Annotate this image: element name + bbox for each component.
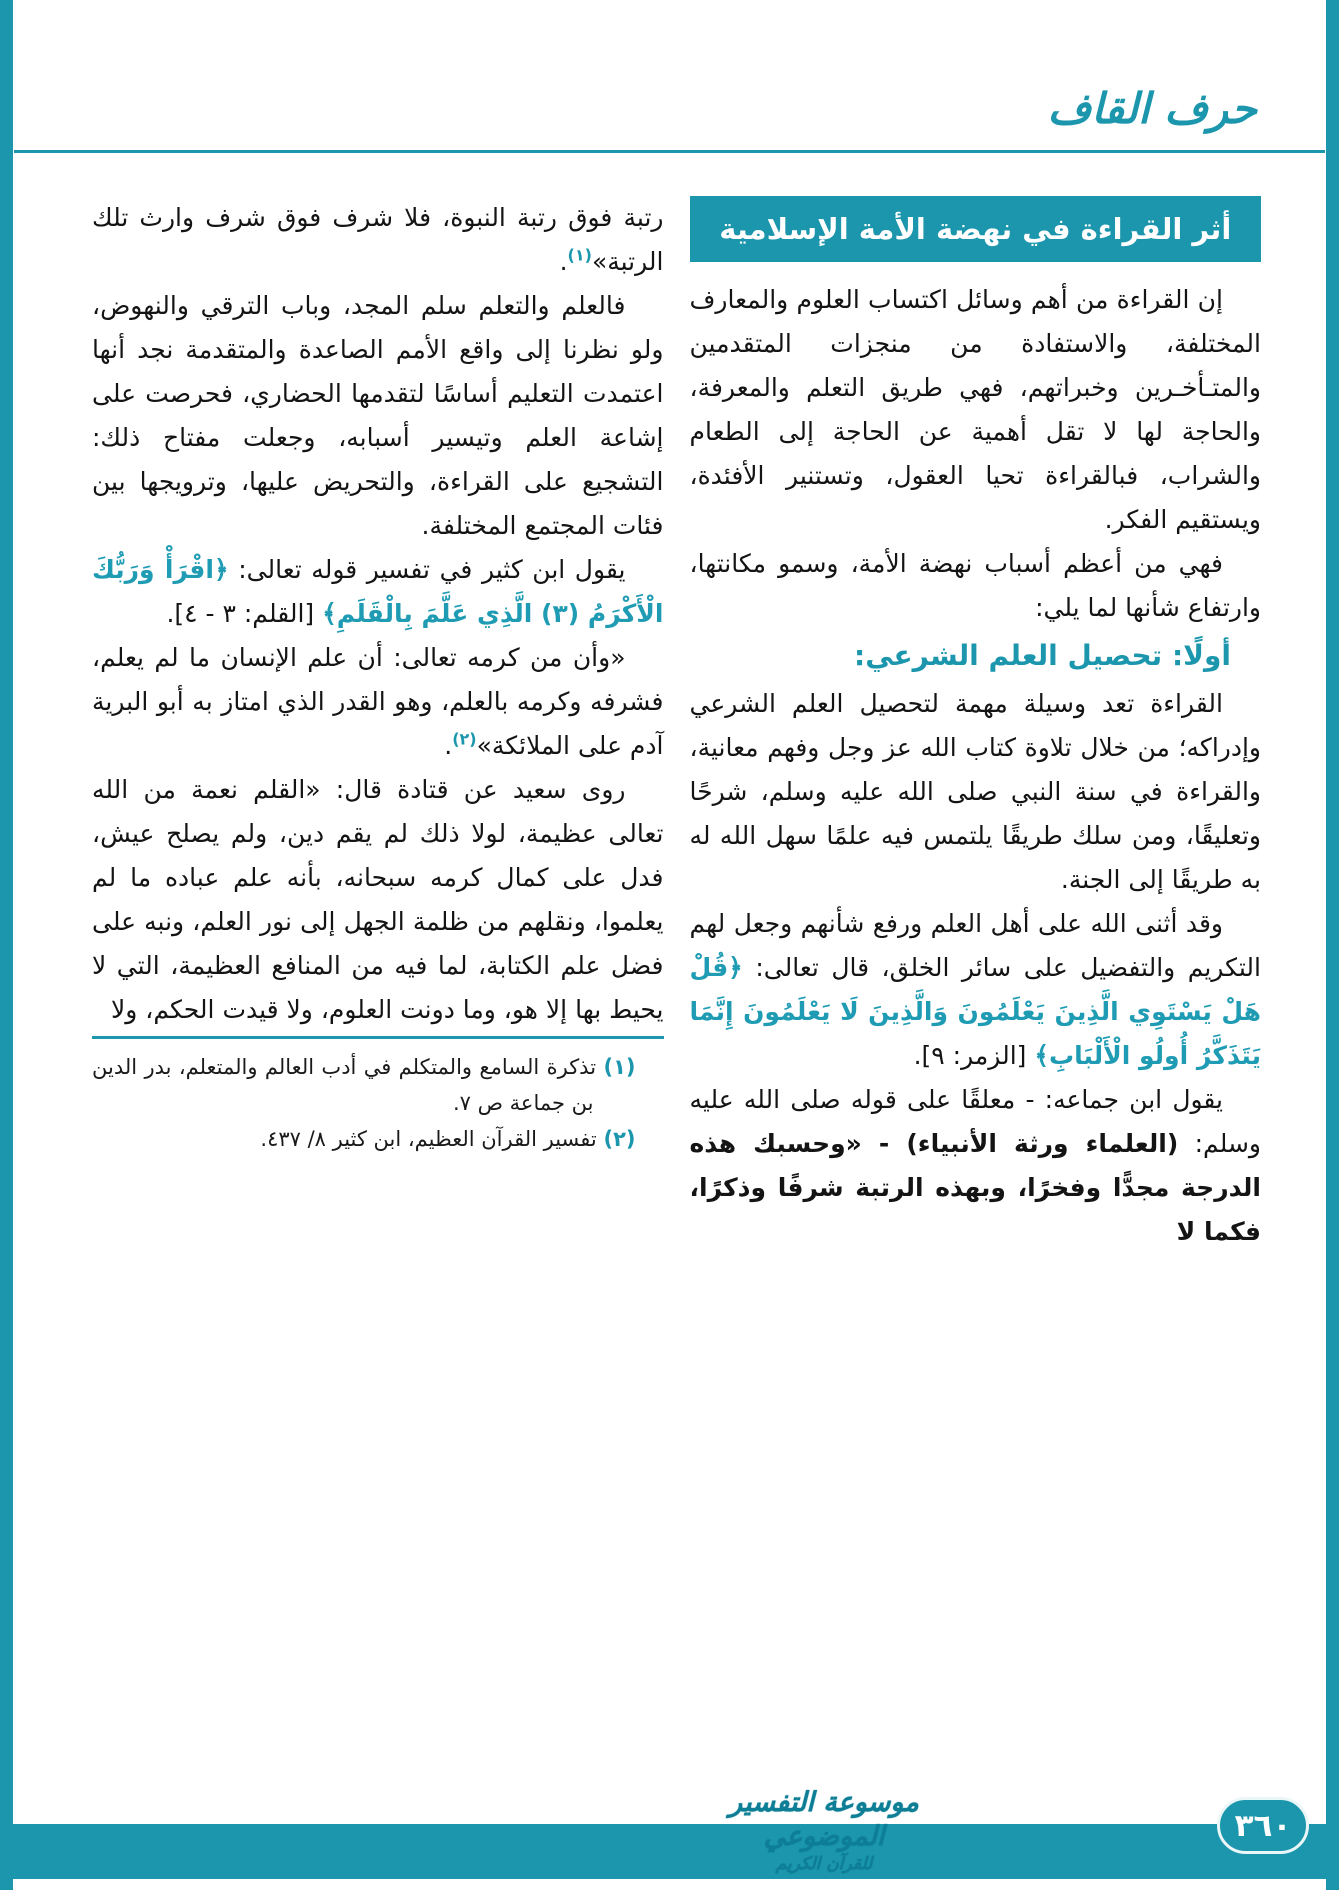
paragraph: روى سعيد عن قتادة قال: «القلم نعمة من الله تعالى عظيمة، لولا ذلك لم يقم دين، ولم يصلح عيش، فدل على كمال كرمه سبحانه، بأنه علم عباده ما لم يعلموا، ونقلهم من ظلمة الجهل إلى نور العلم، ونبه على فضل علم الكتابة، لما فيه من المنافع العظيمة، التي لا يحيط بها إلا هو، وما دونت العلوم، ولا قيدت الحكم، ولا [92,775,664,1024]
publisher-logo-line1: موسوعة التفسير الموضوعي [729,1787,919,1852]
verse-reference: [القلم: ٣ - ٤]. [166,599,323,628]
footnote-marker: (١) [603,1055,636,1079]
footnote-1 [92,1049,664,1121]
hadith-text: (العلماء ورثة الأنبياء) [906,1129,1179,1158]
paragraph: فالعلم والتعلم سلم المجد، وباب الترقي والنهوض، ولو نظرنا إلى واقع الأمم الصاعدة والمتقدمة نجد أنها اعتمدت التعليم أساسًا لتقدمها الحضاري، فحرصت على إشاعة العلم وتيسير أسبابه، وجعلت مفتاح ذلك: التشجيع على القراءة، والتحريض عليها، وترويجها بين فئات المجتمع المختلفة. [92,291,664,540]
right-border-strip [1326,0,1339,1890]
page-content [92,196,1261,1254]
footnote-text: تذكرة السامع والمتكلم في أدب العالم والمتعلم، بدر الدين بن جماعة ص ٧. [92,1055,597,1115]
paragraph: القراءة تعد وسيلة مهمة لتحصيل العلم الشرعي وإدراكه؛ من خلال تلاوة كتاب الله عز وجل وفهم معانية، والقراءة في سنة النبي صلى الله عليه وسلم، شرحًا وتعليقًا، ومن سلك طريقًا يلتمس فيه علمًا سهل الله له به طريقًا إلى الجنة. [689,689,1261,894]
subheading-first-point: أولًا: تحصيل العلم الشرعي: [854,639,1231,672]
footnote-marker: (٢) [603,1127,636,1151]
footnote-ref-2: (٢) [452,729,477,749]
left-column [92,196,664,1254]
paragraph-with-quran-quote [92,548,664,636]
paragraph-text: . [559,247,568,276]
publisher-logo [709,1786,939,1874]
paragraph-with-quran-quote [690,902,1262,1078]
footnote-separator [92,1036,664,1039]
publisher-logo-line2: للقرآن الكريم [775,1854,873,1874]
paragraph-text: رتبة فوق رتبة النبوة، فلا شرف فوق شرف وارث تلك الرتبة» [92,203,664,276]
left-border-strip [0,0,13,1890]
paragraph: فهي من أعظم أسباب نهضة الأمة، وسمو مكانتها، وارتفاع شأنها لما يلي: [689,549,1261,622]
right-column [690,196,1262,1254]
paragraph-text: - «وحسبك هذه الدرجة مجدًّا وفخرًا، وبهذه الرتبة شرفًا وذكرًا، فكما لا [689,1129,1261,1246]
quran-verse: ﴿قُلْ هَلْ يَسْتَوِي الَّذِينَ يَعْلَمُونَ وَالَّذِينَ لَا يَعْلَمُونَ إِنَّمَا يَتَذَكَّرُ أُولُو الْأَلْبَابِ﴾ [689,953,1261,1070]
paragraph [92,636,664,768]
paragraph-text: «وأن من كرمه تعالى: أن علم الإنسان ما لم يعلم، فشرفه وكرمه بالعلم، وهو القدر الذي امتاز به أبو البرية آدم على الملائكة» [92,643,664,760]
paragraph: إن القراءة من أهم وسائل اكتساب العلوم والمعارف المختلفة، والاستفادة من منجزات المتقدمين والمتـأخـرين وخبراتهم، فهي طريق التعلم والمعرفة، والحاجة لها لا تقل أهمية عن الحاجة إلى الطعام والشراب، فبالقراءة تحيا العقول، وتستنير الأفئدة، ويستقيم الفكر. [689,285,1261,534]
paragraph-text: وقد أثنى الله على أهل العلم ورفع شأنهم وجعل لهم التكريم والتفضيل على سائر الخلق، قال تعالى: [689,909,1261,982]
footnote-text: تفسير القرآن العظيم، ابن كثير ٨/ ٤٣٧. [260,1127,597,1151]
footer-band [0,1824,1339,1879]
verse-reference: [الزمر: ٩]. [913,1041,1035,1070]
paragraph-text: يقول ابن كثير في تفسير قوله تعالى: [228,555,626,584]
paragraph-text: يقول ابن جماعه: - معلقًا على قوله صلى الله عليه وسلم: [689,1085,1261,1158]
quran-verse: ﴿اقْرَأْ وَرَبُّكَ الْأَكْرَمُ (٣) الَّذِي عَلَّمَ بِالْقَلَمِ﴾ [92,555,664,628]
footnotes-section [92,1036,664,1157]
paragraph-text: . [444,731,453,760]
page-number-badge: ٣٦٠ [1217,1797,1309,1854]
header-rule [14,150,1325,153]
paragraph-with-hadith [690,1078,1262,1254]
article-title: أثر القراءة في نهضة الأمة الإسلامية [690,196,1262,262]
footnote-2 [92,1121,664,1157]
footnote-ref-1: (١) [567,245,592,265]
paragraph-continued [92,196,664,284]
chapter-header: حرف القاف [1047,84,1257,133]
